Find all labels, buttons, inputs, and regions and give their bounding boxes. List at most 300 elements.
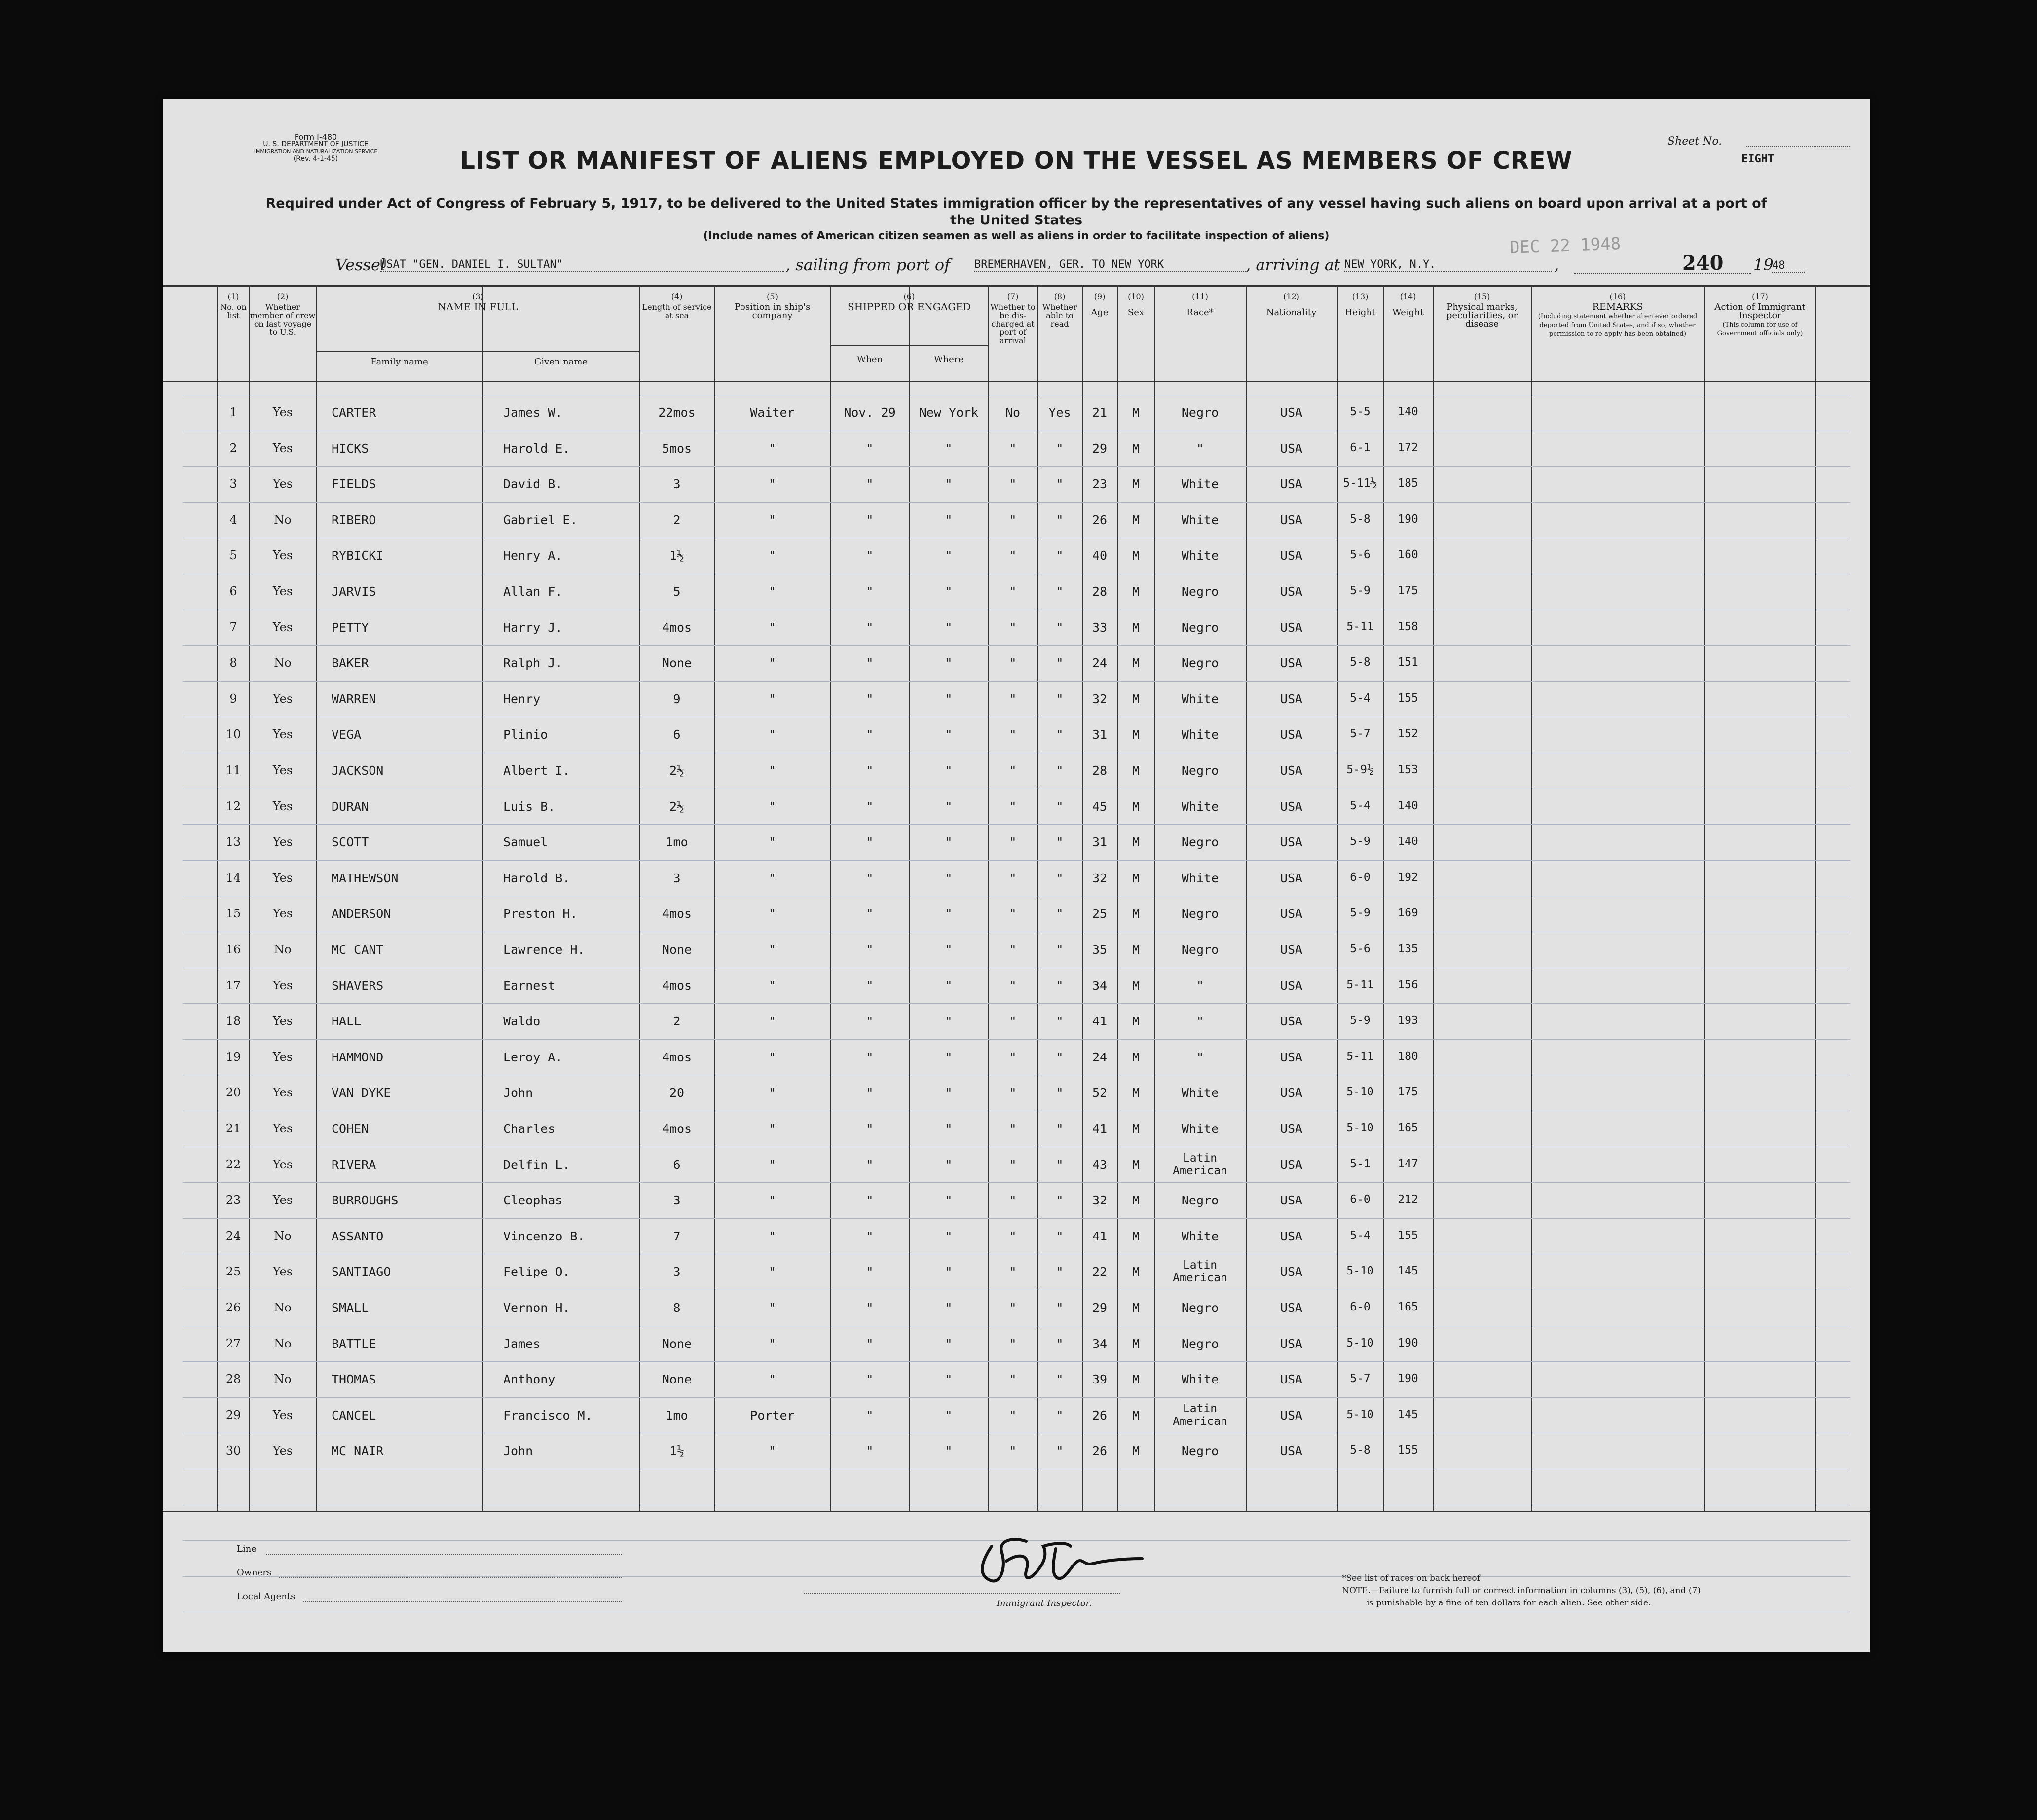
- cell-where: ": [945, 548, 953, 563]
- cell-read: ": [1056, 1444, 1064, 1458]
- cell-height: 5-9: [1350, 1014, 1370, 1027]
- cell-where: ": [945, 799, 953, 814]
- cell-discharged: ": [1009, 728, 1017, 742]
- page-number: 240: [1682, 252, 1724, 275]
- cell-when: ": [866, 943, 874, 957]
- col-1-number: (1): [227, 292, 239, 301]
- cell-prev: Yes: [272, 799, 293, 813]
- cell-family: COHEN: [332, 1122, 369, 1136]
- cell-age: 29: [1092, 1301, 1108, 1315]
- cell-when: ": [866, 1336, 874, 1351]
- cell-family: CARTER: [332, 405, 376, 420]
- cell-position: ": [768, 548, 777, 563]
- cell-sex: M: [1132, 728, 1140, 742]
- column-rule: [1531, 286, 1532, 1511]
- row-rule: [183, 1039, 1850, 1040]
- col-16-label: REMARKS: [1592, 301, 1643, 312]
- column-rule: [1082, 286, 1083, 1511]
- cell-when: ": [866, 1408, 874, 1422]
- cell-no: 27: [225, 1336, 241, 1350]
- cell-when: ": [866, 1444, 874, 1458]
- cell-given: Delfin L.: [503, 1157, 570, 1172]
- cell-nationality: USA: [1280, 405, 1303, 420]
- cell-where: ": [945, 1050, 953, 1064]
- cell-given: Vernon H.: [503, 1301, 570, 1315]
- subtitle: Required under Act of Congress of February 5, 1917, to be delivered to the United States immigration officer by the representatives of any vessel having such aliens on board upon arrival at a port of the United States: [265, 196, 1767, 228]
- inspector-signature: [972, 1531, 1149, 1596]
- cell-age: 32: [1092, 871, 1108, 885]
- cell-nationality: USA: [1280, 1014, 1303, 1029]
- cell-race: White: [1181, 1086, 1219, 1100]
- col-5-label: Position in ship's company: [734, 302, 811, 321]
- cell-given: Gabriel E.: [503, 512, 578, 527]
- col-8-number: (8): [1054, 292, 1066, 301]
- cell-weight: 180: [1398, 1050, 1418, 1063]
- cell-no: 26: [225, 1301, 241, 1314]
- cell-family: HAMMOND: [332, 1050, 384, 1064]
- cell-service: 3: [673, 1193, 681, 1208]
- col-16-note: (Including statement whether alien ever ordered deported from United States, and if so, whether permission to re-apply has been obtained): [1538, 313, 1698, 338]
- cell-race: Negro: [1181, 907, 1219, 921]
- cell-read: ": [1056, 548, 1064, 563]
- cell-race: Latin American: [1173, 1402, 1227, 1428]
- cell-sex: M: [1132, 1444, 1140, 1458]
- cell-weight: 155: [1398, 692, 1418, 705]
- cell-weight: 147: [1398, 1157, 1418, 1170]
- cell-discharged: ": [1009, 620, 1017, 635]
- cell-read: ": [1056, 1050, 1064, 1064]
- header-col-15: [1433, 292, 1531, 328]
- header-col-8: [1038, 292, 1081, 328]
- cell-given: Preston H.: [503, 907, 578, 921]
- col-4-label: Length of service at sea: [642, 302, 712, 320]
- cell-family: BURROUGHS: [332, 1193, 399, 1208]
- cell-read: ": [1056, 441, 1064, 456]
- header-col-4: [640, 292, 714, 320]
- cell-nationality: USA: [1280, 1086, 1303, 1100]
- cell-read: Yes: [1048, 405, 1071, 420]
- inspector-label: Immigrant Inspector.: [997, 1598, 1092, 1608]
- cell-prev: Yes: [272, 477, 293, 491]
- header-col-1: [218, 292, 249, 320]
- cell-where: ": [945, 764, 953, 778]
- cell-prev: Yes: [272, 1122, 293, 1135]
- cell-prev: Yes: [272, 1408, 293, 1422]
- column-rule: [1117, 286, 1118, 1511]
- cell-family: RIBERO: [332, 512, 376, 527]
- cell-family: WARREN: [332, 692, 376, 706]
- cell-race: White: [1181, 1372, 1219, 1387]
- cell-weight: 153: [1398, 764, 1418, 776]
- cell-prev: No: [274, 1301, 292, 1314]
- cell-discharged: ": [1009, 512, 1017, 527]
- cell-sex: M: [1132, 835, 1140, 850]
- cell-position: ": [768, 1444, 777, 1458]
- column-rule: [1433, 286, 1434, 1511]
- col-17-number: (17): [1752, 292, 1768, 301]
- cell-height: 6-0: [1350, 871, 1370, 884]
- cell-weight: 190: [1398, 1336, 1418, 1349]
- cell-discharged: ": [1009, 764, 1017, 778]
- cell-sex: M: [1132, 548, 1140, 563]
- cell-where: ": [945, 978, 953, 993]
- col-14-number: (14): [1400, 292, 1416, 301]
- cell-given: Allan F.: [503, 584, 563, 599]
- column-rule: [1383, 286, 1384, 1511]
- header-col-9: [1082, 292, 1117, 323]
- cell-read: ": [1056, 943, 1064, 957]
- cell-sex: M: [1132, 1372, 1140, 1387]
- col-16-number: (16): [1609, 292, 1626, 301]
- col-12-number: (12): [1283, 292, 1299, 301]
- cell-prev: Yes: [272, 548, 293, 563]
- col-10-number: (10): [1128, 292, 1144, 301]
- cell-position: ": [768, 656, 777, 671]
- cell-weight: 169: [1398, 907, 1418, 920]
- cell-when: ": [866, 1372, 874, 1387]
- cell-where: ": [945, 620, 953, 635]
- cell-family: BAKER: [332, 656, 369, 671]
- cell-family: PETTY: [332, 620, 369, 635]
- column-rule: [988, 286, 989, 1511]
- cell-age: 22: [1092, 1265, 1108, 1279]
- sailing-port: BREMERHAVEN, GER. TO NEW YORK: [974, 258, 1246, 272]
- cell-given: Leroy A.: [503, 1050, 563, 1064]
- cell-service: 4mos: [662, 620, 692, 635]
- cell-sex: M: [1132, 943, 1140, 957]
- cell-discharged: ": [1009, 1193, 1017, 1208]
- form-number: Form I-480: [294, 132, 337, 142]
- cell-read: ": [1056, 764, 1064, 778]
- cell-no: 19: [225, 1050, 241, 1064]
- cell-when: ": [866, 692, 874, 706]
- cell-when: ": [866, 620, 874, 635]
- cell-age: 26: [1092, 1408, 1108, 1422]
- cell-prev: Yes: [272, 728, 293, 742]
- cell-race: Negro: [1181, 620, 1219, 635]
- cell-where: ": [945, 1193, 953, 1208]
- cell-when: ": [866, 728, 874, 742]
- cell-height: 6-1: [1350, 441, 1370, 454]
- cell-no: 28: [225, 1372, 241, 1386]
- sheet-value: EIGHT: [1741, 153, 1775, 165]
- cell-age: 24: [1092, 1050, 1108, 1064]
- cell-height: 5-4: [1350, 1229, 1370, 1242]
- cell-no: 11: [225, 764, 241, 777]
- cell-given: Charles: [503, 1122, 556, 1136]
- cell-race: ": [1196, 978, 1204, 993]
- cell-when: ": [866, 656, 874, 671]
- cell-discharged: ": [1009, 978, 1017, 993]
- cell-where: ": [945, 1408, 953, 1422]
- cell-age: 28: [1092, 764, 1108, 778]
- cell-prev: Yes: [272, 835, 293, 849]
- cell-discharged: ": [1009, 1229, 1017, 1243]
- cell-read: ": [1056, 1014, 1064, 1029]
- cell-weight: 193: [1398, 1014, 1418, 1027]
- cell-where: ": [945, 1444, 953, 1458]
- cell-discharged: ": [1009, 1050, 1017, 1064]
- cell-height: 6-0: [1350, 1193, 1370, 1206]
- cell-prev: No: [274, 512, 292, 527]
- cell-no: 30: [225, 1444, 241, 1458]
- col-6-number: (6): [903, 292, 915, 301]
- cell-race: White: [1181, 1229, 1219, 1243]
- cell-when: ": [866, 978, 874, 993]
- cell-no: 14: [225, 871, 241, 885]
- cell-given: David B.: [503, 477, 563, 492]
- cell-weight: 175: [1398, 584, 1418, 597]
- cell-position: ": [768, 477, 777, 492]
- cell-no: 21: [225, 1122, 241, 1135]
- cell-height: 5-8: [1350, 512, 1370, 526]
- col-6-label: SHIPPED OR ENGAGED: [848, 301, 971, 313]
- cell-nationality: USA: [1280, 620, 1303, 635]
- header-col-10: [1118, 292, 1154, 323]
- cell-when: ": [866, 1265, 874, 1279]
- cell-position: ": [768, 1050, 777, 1064]
- cell-read: ": [1056, 799, 1064, 814]
- cell-position: ": [768, 512, 777, 527]
- cell-read: ": [1056, 1157, 1064, 1172]
- col-3-number: (3): [472, 292, 483, 301]
- cell-family: SANTIAGO: [332, 1265, 391, 1279]
- cell-nationality: USA: [1280, 1301, 1303, 1315]
- cell-prev: Yes: [272, 1157, 293, 1171]
- cell-discharged: ": [1009, 548, 1017, 563]
- cell-discharged: ": [1009, 907, 1017, 921]
- cell-no: 15: [225, 907, 241, 921]
- cell-nationality: USA: [1280, 871, 1303, 885]
- cell-nationality: USA: [1280, 1444, 1303, 1458]
- cell-when: ": [866, 1193, 874, 1208]
- row-rule: [183, 1003, 1850, 1004]
- header-col-14: [1384, 292, 1432, 323]
- cell-service: 2½: [669, 764, 685, 778]
- cell-prev: Yes: [272, 978, 293, 992]
- cell-prev: No: [274, 943, 292, 956]
- cell-race: White: [1181, 548, 1219, 563]
- cell-nationality: USA: [1280, 1408, 1303, 1422]
- cell-family: SMALL: [332, 1301, 369, 1315]
- cell-no: 22: [225, 1157, 241, 1171]
- col-7-label: Whether to be dis-charged at port of arrival: [990, 302, 1036, 345]
- cell-age: 39: [1092, 1372, 1108, 1387]
- cell-service: 4mos: [662, 978, 692, 993]
- cell-when: ": [866, 441, 874, 456]
- cell-given: Lawrence H.: [503, 943, 585, 957]
- header-col-12: [1246, 292, 1336, 323]
- cell-position: ": [768, 1193, 777, 1208]
- cell-read: ": [1056, 978, 1064, 993]
- cell-height: 5-10: [1346, 1408, 1374, 1421]
- cell-given: John: [503, 1444, 533, 1458]
- cell-discharged: ": [1009, 1372, 1017, 1387]
- cell-no: 4: [229, 512, 237, 527]
- cell-family: JARVIS: [332, 584, 376, 599]
- cell-no: 13: [225, 835, 241, 849]
- row-rule: [183, 824, 1850, 825]
- cell-position: ": [768, 1014, 777, 1029]
- cell-no: 24: [225, 1229, 241, 1243]
- cell-service: 3: [673, 871, 681, 885]
- col-15-number: (15): [1474, 292, 1490, 301]
- cell-weight: 155: [1398, 1229, 1418, 1242]
- cell-family: DURAN: [332, 799, 369, 814]
- cell-age: 29: [1092, 441, 1108, 456]
- cell-nationality: USA: [1280, 728, 1303, 742]
- header-col-6: [831, 292, 988, 312]
- column-rule: [1246, 286, 1247, 1511]
- row-rule: [183, 1182, 1850, 1183]
- cell-weight: 160: [1398, 548, 1418, 562]
- cell-where: ": [945, 477, 953, 492]
- cell-where: ": [945, 512, 953, 527]
- cell-no: 25: [225, 1265, 241, 1279]
- cell-when: ": [866, 477, 874, 492]
- cell-no: 23: [225, 1193, 241, 1207]
- cell-read: ": [1056, 512, 1064, 527]
- cell-weight: 145: [1398, 1408, 1418, 1421]
- cell-service: 7: [673, 1229, 681, 1243]
- col-1-label: No. on list: [220, 302, 247, 320]
- cell-height: 5-10: [1346, 1086, 1374, 1099]
- cell-service: 2: [673, 512, 681, 527]
- cell-when: ": [866, 1301, 874, 1315]
- cell-sex: M: [1132, 584, 1140, 599]
- cell-height: 5-4: [1350, 692, 1370, 705]
- cell-no: 16: [225, 943, 241, 956]
- col-17-label: Action of Immigrant Inspector: [1714, 302, 1806, 321]
- cell-read: ": [1056, 835, 1064, 850]
- service: IMMIGRATION AND NATURALIZATION SERVICE: [254, 148, 378, 155]
- cell-age: 34: [1092, 1336, 1108, 1351]
- cell-discharged: ": [1009, 835, 1017, 850]
- cell-weight: 190: [1398, 512, 1418, 526]
- cell-prev: No: [274, 656, 292, 670]
- row-rule: [183, 1218, 1850, 1219]
- cell-no: 17: [225, 978, 241, 992]
- cell-when: ": [866, 1050, 874, 1064]
- agents-label: Local Agents: [237, 1591, 296, 1602]
- column-rule: [482, 286, 483, 1511]
- cell-nationality: USA: [1280, 1265, 1303, 1279]
- col-9-number: (9): [1094, 292, 1106, 301]
- column-rule: [1815, 286, 1816, 1511]
- cell-position: ": [768, 907, 777, 921]
- cell-given: Harold E.: [503, 441, 570, 456]
- column-rule: [316, 286, 317, 1511]
- col-2-number: (2): [277, 292, 289, 301]
- agents-blank: [303, 1601, 622, 1602]
- cell-family: VEGA: [332, 728, 362, 742]
- cell-age: 25: [1092, 907, 1108, 921]
- cell-prev: Yes: [272, 871, 293, 885]
- cell-nationality: USA: [1280, 512, 1303, 527]
- cell-race: Negro: [1181, 943, 1219, 957]
- column-rule: [909, 286, 910, 1511]
- header-col-13: [1337, 292, 1383, 323]
- cell-nationality: USA: [1280, 907, 1303, 921]
- cell-where: ": [945, 441, 953, 456]
- col-13-label: Height: [1344, 307, 1376, 318]
- fine-note: NOTE.—Failure to furnish full or correct information in columns (3), (5), (6), and (7): [1342, 1586, 1701, 1596]
- header-family-name: Family name: [370, 357, 428, 367]
- row-rule: [183, 1361, 1850, 1362]
- cell-prev: Yes: [272, 620, 293, 634]
- cell-age: 35: [1092, 943, 1108, 957]
- cell-position: ": [768, 764, 777, 778]
- cell-weight: 165: [1398, 1122, 1418, 1134]
- cell-position: ": [768, 1265, 777, 1279]
- cell-weight: 135: [1398, 943, 1418, 955]
- cell-when: ": [866, 1229, 874, 1243]
- cell-where: ": [945, 584, 953, 599]
- cell-given: Ralph J.: [503, 656, 563, 671]
- cell-weight: 156: [1398, 978, 1418, 991]
- cell-read: ": [1056, 1122, 1064, 1136]
- cell-family: ANDERSON: [332, 907, 391, 921]
- cell-age: 31: [1092, 835, 1108, 850]
- cell-no: 5: [229, 548, 237, 563]
- vessel-label: Vessel: [335, 255, 386, 274]
- cell-race: White: [1181, 871, 1219, 885]
- cell-given: Henry A.: [503, 548, 563, 563]
- cell-position: ": [768, 620, 777, 635]
- cell-where: ": [945, 692, 953, 706]
- cell-weight: 145: [1398, 1265, 1418, 1278]
- cell-given: Harold B.: [503, 871, 570, 885]
- comma: ,: [1554, 255, 1559, 274]
- cell-prev: No: [274, 1229, 292, 1243]
- cell-nationality: USA: [1280, 1193, 1303, 1208]
- cell-where: ": [945, 1265, 953, 1279]
- row-rule: [183, 681, 1850, 682]
- cell-race: ": [1196, 441, 1204, 456]
- subtitle-note: (Include names of American citizen seamen as well as aliens in order to facilitate inspection of aliens): [703, 230, 1330, 242]
- cell-weight: 185: [1398, 477, 1418, 490]
- cell-age: 26: [1092, 1444, 1108, 1458]
- date-stamp: DEC 22 1948: [1509, 234, 1621, 257]
- col-5-number: (5): [767, 292, 778, 301]
- cell-age: 28: [1092, 584, 1108, 599]
- col-9-label: Age: [1091, 307, 1109, 318]
- cell-sex: M: [1132, 477, 1140, 492]
- cell-read: ": [1056, 1229, 1064, 1243]
- cell-nationality: USA: [1280, 692, 1303, 706]
- cell-race: Negro: [1181, 584, 1219, 599]
- cell-weight: 165: [1398, 1301, 1418, 1313]
- cell-no: 7: [229, 620, 237, 634]
- cell-read: ": [1056, 656, 1064, 671]
- cell-discharged: ": [1009, 1265, 1017, 1279]
- cell-discharged: ": [1009, 1336, 1017, 1351]
- cell-nationality: USA: [1280, 1336, 1303, 1351]
- cell-nationality: USA: [1280, 1157, 1303, 1172]
- manifest-sheet: [163, 99, 1870, 1652]
- cell-weight: 152: [1398, 728, 1418, 741]
- cell-height: 5-11: [1346, 1050, 1374, 1063]
- column-rule: [1337, 286, 1338, 1511]
- cell-race: White: [1181, 512, 1219, 527]
- cell-age: 31: [1092, 728, 1108, 742]
- cell-when: ": [866, 799, 874, 814]
- cell-sex: M: [1132, 1408, 1140, 1422]
- cell-height: 5-6: [1350, 943, 1370, 955]
- header-col-7: [989, 292, 1037, 345]
- cell-weight: 192: [1398, 871, 1418, 884]
- cell-discharged: ": [1009, 1301, 1017, 1315]
